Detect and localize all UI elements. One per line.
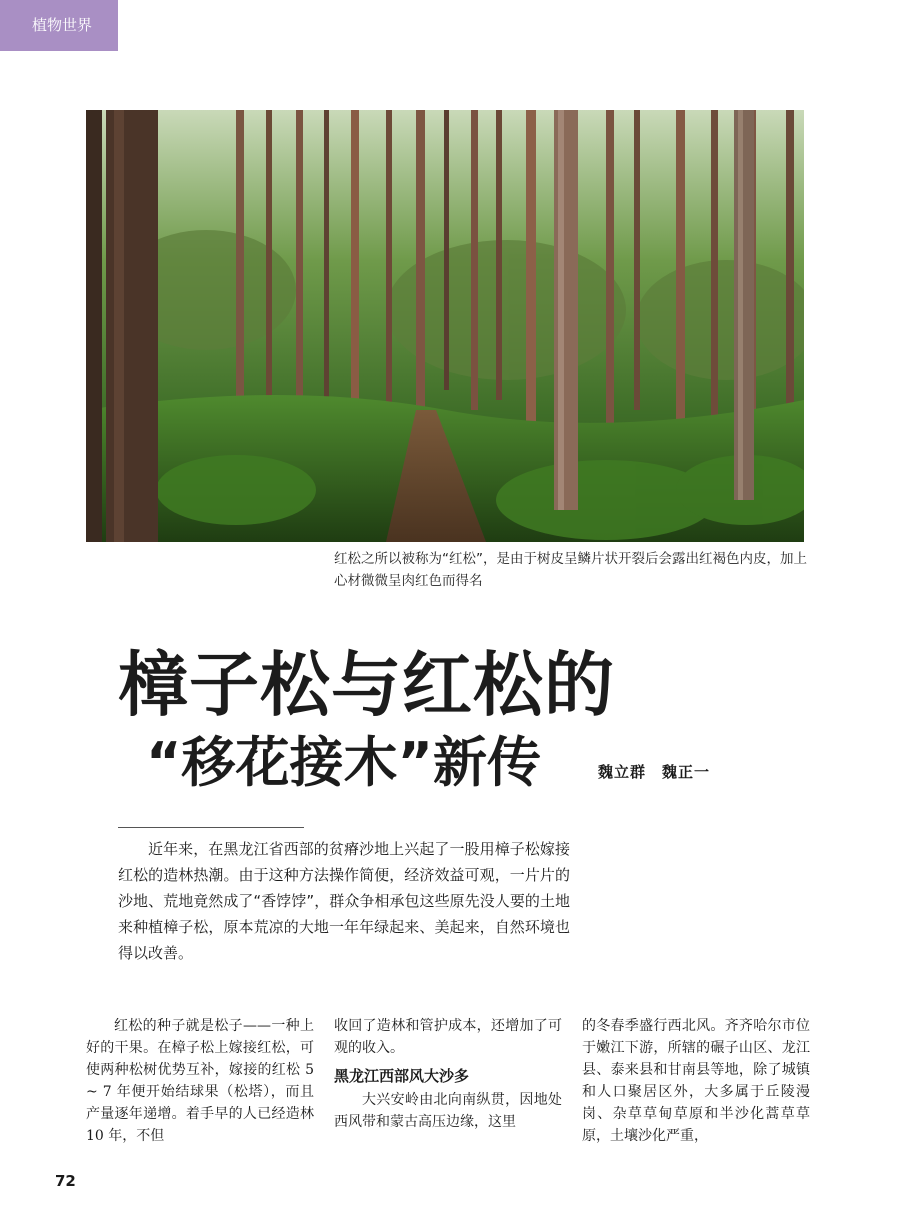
pine-forest-photo [86,110,804,542]
body-column-1 [86,1015,314,1147]
author-list [598,762,710,782]
page-number: 72 [55,1172,76,1190]
article-title-line1: 樟子松与红松的 [118,644,615,726]
body-column-3 [582,1015,810,1147]
body-paragraph: 收回了造林和管护成本，还增加了可观的收入。 [334,1018,562,1056]
photo-caption: 红松之所以被称为“红松”，是由于树皮呈鳞片状开裂后会露出红褐色内皮，加上心材微微呈肉红色而得名 [334,551,807,589]
body-column-2 [334,1015,562,1133]
body-paragraph: 红松的种子就是松子——一种上好的干果。在樟子松上嫁接红松，可使两种松树优势互补，嫁接的红松 5 ~ 7 年便开始结球果（松塔），而且产量逐年递增。着手早的人已经造林 10 年，不但 [86,1018,314,1144]
section-heading: 黑龙江西部风大沙多 [334,1067,470,1085]
abstract-divider [118,827,304,828]
abstract-paragraph: 近年来，在黑龙江省西部的贫瘠沙地上兴起了一股用樟子松嫁接红松的造林热潮。由于这种方法操作简便，经济效益可观，一片片的沙地、荒地竟然成了“香饽饽”，群众争相承包这些原先没人要的土地来种植樟子松，原本荒凉的大地一年年绿起来、美起来，自然环境也得以改善。 [118,840,570,962]
author-name: 魏正一 [662,763,711,781]
body-paragraph: 大兴安岭由北向南纵贯，因地处西风带和蒙古高压边缘，这里 [334,1092,562,1130]
section-tab: 植物世界 [0,0,118,51]
article-title-line2: “移花接木”新传 [146,731,541,794]
author-name: 魏立群 [598,763,647,781]
body-paragraph: 的冬春季盛行西北风。齐齐哈尔市位于嫩江下游，所辖的碾子山区、龙江县、泰来县和甘南县等地，除了城镇和人口聚居区外，大多属于丘陵漫岗、杂草草甸草原和半沙化蒿草草原，土壤沙化严重， [582,1018,810,1144]
